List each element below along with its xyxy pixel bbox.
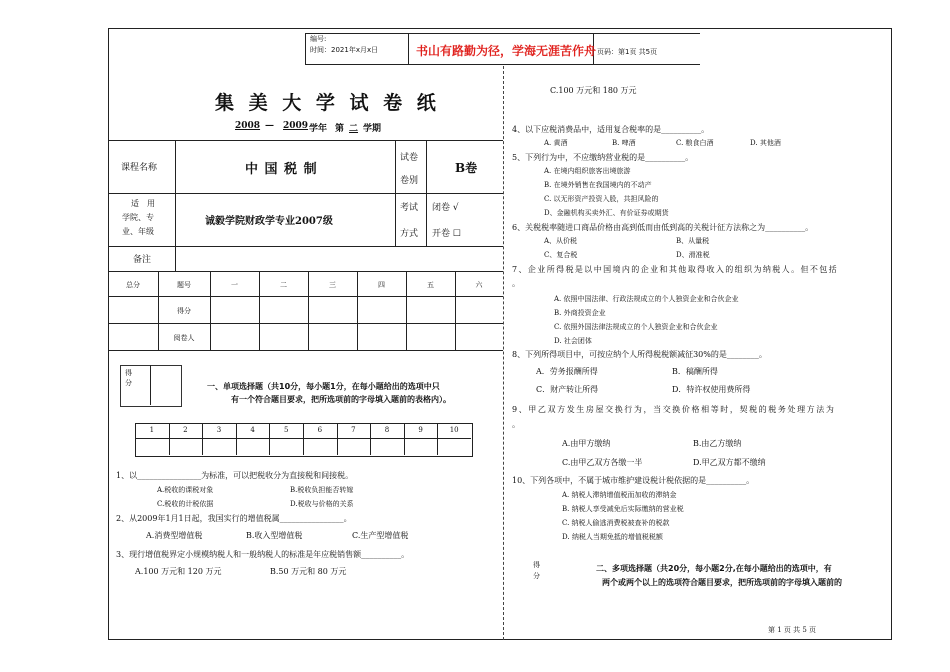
section1-heading-line1: 一、单项选择题（共10分，每小题1分，在每小题给出的选项中只 — [207, 382, 440, 391]
question-2: 2、从2009年1月1日起，我国实行的增值税属________________。 — [116, 514, 352, 523]
answer-grid-number: 9 — [418, 426, 423, 434]
question-3: 3、现行增值税界定小规模纳税人和一般纳税人的标准是年应税销售额__________。 — [116, 550, 410, 559]
q5-option-c: C. 以无形资产投资入股，共担风险的 — [544, 195, 659, 203]
q5-option-b: B. 在境外销售在我国境内的不动产 — [544, 181, 652, 189]
q5-option-a: A. 在境内组织旅客出境旅游 — [544, 167, 631, 175]
q10-option-a: A. 纳税人滞纳增值税而加收的滞纳金 — [562, 491, 677, 499]
section2-score-label-b: 分 — [533, 572, 540, 580]
score-rule — [108, 296, 503, 297]
semester-label2: 第 — [335, 124, 345, 134]
q9-option-c: C.由甲乙双方各缴一半 — [562, 458, 643, 467]
score-header-6: 六 — [475, 281, 483, 289]
q6-option-b: B、从量税 — [676, 237, 710, 245]
header-page-label: 页码：第1页 共5页 — [597, 48, 658, 56]
closed-book-option: 闭卷 √ — [432, 203, 459, 213]
q1-option-c: C.税收的计税依据 — [157, 500, 214, 508]
section2-heading-line2: 两个或两个以上的选项符合题目要求，把所选项前的字母填入题前的 — [602, 578, 842, 587]
semester-year2: 2009 — [283, 121, 309, 131]
applicable-label-3: 业、年级 — [122, 227, 154, 236]
header-code-label: 编号: — [310, 35, 327, 43]
answer-cell[interactable] — [135, 439, 169, 454]
answer-grid-number: 10 — [449, 426, 459, 434]
semester-label3: 学期 — [363, 124, 382, 134]
question-7-end: 。 — [512, 279, 520, 288]
score-rule — [108, 350, 503, 351]
semester-label1: 学年 — [309, 124, 328, 134]
applicable-label-1: 适 用 — [131, 199, 155, 208]
q4-option-c: C. 粮食白酒 — [676, 139, 714, 147]
q7-option-d: D. 社会团体 — [554, 337, 592, 345]
q6-option-c: C、复合税 — [544, 251, 578, 259]
answer-cell[interactable] — [202, 439, 236, 454]
question-7: 7、企业所得税是以中国境内的企业和其他取得收入的组织为纳税人。但不包括 — [512, 265, 839, 274]
question-4: 4、以下应税消费品中，适用复合税率的是__________。 — [512, 125, 710, 134]
info-rule — [108, 193, 503, 194]
course-name: 中 国 税 制 — [245, 162, 318, 177]
info-col — [426, 140, 427, 246]
score-header-1: 一 — [231, 281, 238, 289]
answer-grid-number: 7 — [351, 426, 356, 434]
q1-option-a: A.税收的课税对象 — [157, 486, 214, 494]
header-time: 时间：2021年x月x日 — [310, 46, 379, 54]
answer-grid-number: 1 — [149, 426, 155, 434]
section1-heading-line2: 有一个符合题目要求，把所选项前的字母填入题前的表格内）。 — [231, 395, 451, 404]
exam-title: 集 美 大 学 试 卷 纸 — [215, 92, 440, 114]
answer-cell[interactable] — [370, 439, 404, 454]
grader-row-label: 阅卷人 — [173, 334, 195, 342]
header-divider — [305, 33, 306, 64]
q4-option-d: D. 其他酒 — [750, 139, 781, 147]
header-divider — [408, 33, 409, 64]
score-row-label: 得分 — [177, 307, 191, 315]
q6-option-d: D、滑准税 — [676, 251, 710, 259]
q10-option-c: C. 纳税人偷逃消费税被查补的税款 — [562, 519, 670, 527]
applicable-label-2: 学院、专 — [122, 213, 154, 222]
q10-option-b: B. 纳税人享受减免后实际缴纳的营业税 — [562, 505, 684, 513]
info-rule — [108, 246, 503, 247]
answer-grid-number: 3 — [216, 426, 222, 434]
remark-label: 备注 — [133, 255, 152, 265]
q9-option-d: D.甲乙双方都不缴纳 — [693, 458, 766, 467]
info-col — [395, 140, 396, 246]
semester-num: 二 — [349, 124, 359, 134]
applicable-value: 诚毅学院财政学专业2007级 — [205, 216, 333, 227]
q7-option-a: A. 依照中国法律、行政法规成立的个人独资企业和合伙企业 — [554, 295, 739, 303]
semester-year1: 2008 — [235, 121, 261, 131]
q6-option-a: A、从价税 — [544, 237, 578, 245]
q3-option-b: B.50 万元和 80 万元 — [270, 567, 347, 576]
question-9: 9、甲乙双方发生房屋交换行为，当交换价格相等时，契税的税务处理方法为 — [512, 405, 836, 414]
q9-option-a: A.由甲方缴纳 — [562, 439, 611, 448]
answer-cell[interactable] — [303, 439, 337, 454]
q1-option-d: D.税收与价格的关系 — [290, 500, 354, 508]
header-top-rule — [305, 33, 700, 34]
q7-option-b: B. 外商投资企业 — [554, 309, 606, 317]
info-col — [175, 140, 176, 271]
question-9-end: 。 — [512, 420, 520, 429]
q2-option-c: C.生产型增值税 — [352, 531, 409, 540]
header-bottom-rule — [305, 64, 700, 65]
score-header-3: 三 — [329, 281, 336, 289]
q8-option-b: B．稿酬所得 — [672, 367, 718, 376]
answer-cell[interactable] — [269, 439, 303, 454]
open-book-option: 开卷 ☐ — [432, 229, 461, 239]
question-8: 8、下列所得项目中，可按应纳个人所得税税额减征30%的是________。 — [512, 350, 767, 359]
question-6: 6、关税税率随进口商品价格由高到低而由低到高的关税计征方法称之为__________。 — [512, 223, 814, 232]
question-10: 10、下列各项中，不属于城市维护建设税计税依据的是__________。 — [512, 476, 755, 485]
score-header-number: 题号 — [177, 281, 191, 289]
paper-value: B卷 — [455, 161, 478, 175]
section2-score-label-a: 得 — [533, 561, 540, 569]
q4-option-a: A. 黄酒 — [544, 139, 568, 147]
semester-dash: — — [265, 121, 274, 131]
answer-grid-number: 8 — [384, 426, 390, 434]
q10-option-d: D. 纳税人当期免抵的增值税税额 — [562, 533, 663, 541]
info-rule — [108, 271, 503, 272]
page-footer: 第 1 页 共 5 页 — [768, 626, 817, 634]
q5-option-d: D、金融机构买卖外汇、有价证券或期货 — [544, 209, 669, 217]
paper-label-1: 试卷 — [400, 153, 419, 163]
answer-grid-number: 4 — [250, 426, 255, 434]
question-5: 5、下列行为中，不应缴纳营业税的是__________。 — [512, 153, 694, 162]
q4-option-b: B. 啤酒 — [612, 139, 636, 147]
score-header-4: 四 — [378, 281, 385, 289]
score-header-5: 五 — [427, 281, 434, 289]
answer-cell[interactable] — [236, 439, 270, 454]
answer-cell[interactable] — [337, 439, 371, 454]
course-label: 课程名称 — [121, 163, 158, 173]
score-header-total: 总分 — [126, 281, 140, 289]
column-divider — [503, 66, 504, 640]
answer-cell[interactable] — [437, 439, 471, 454]
q9-option-b: B.由乙方缴纳 — [693, 439, 742, 448]
info-rule — [108, 140, 503, 141]
exam-mode-label-1: 考试 — [400, 203, 419, 213]
q2-option-b: B.收入型增值税 — [246, 531, 303, 540]
section1-score-label-a: 得 — [125, 369, 132, 377]
answer-grid-number: 2 — [183, 426, 188, 434]
question-1: 1、以________________为标准，可以把税收分为直接税和间接税。 — [116, 471, 354, 480]
paper-label-2: 卷别 — [400, 176, 419, 186]
q2-option-a: A.消费型增值税 — [146, 531, 203, 540]
q7-option-c: C. 依照外国法律法规成立的个人独资企业和合伙企业 — [554, 323, 718, 331]
q8-option-c: C．财产转让所得 — [536, 385, 599, 394]
answer-cell[interactable] — [404, 439, 438, 454]
score-rule — [108, 323, 503, 324]
section2-heading-line1: 二、多项选择题（共20分，每小题2分,在每小题给出的选项中，有 — [596, 564, 832, 573]
exam-mode-label-2: 方式 — [400, 229, 419, 239]
score-box-divider — [150, 365, 151, 405]
answer-cell[interactable] — [169, 439, 203, 454]
q8-option-a: A．劳务报酬所得 — [536, 367, 598, 376]
score-header-2: 二 — [280, 281, 287, 289]
q1-option-b: B.税收负担能否转嫁 — [290, 486, 354, 494]
q8-option-d: D．特许权使用费所得 — [672, 385, 751, 394]
q3-option-c: C.100 万元和 180 万元 — [550, 86, 637, 95]
answer-grid-number: 5 — [283, 426, 289, 434]
section1-score-label-b: 分 — [125, 379, 132, 387]
answer-grid-number: 6 — [317, 426, 323, 434]
q3-option-a: A.100 万元和 120 万元 — [135, 567, 222, 576]
header-motto: 书山有路勤为径，学海无涯苦作舟 — [416, 44, 597, 58]
